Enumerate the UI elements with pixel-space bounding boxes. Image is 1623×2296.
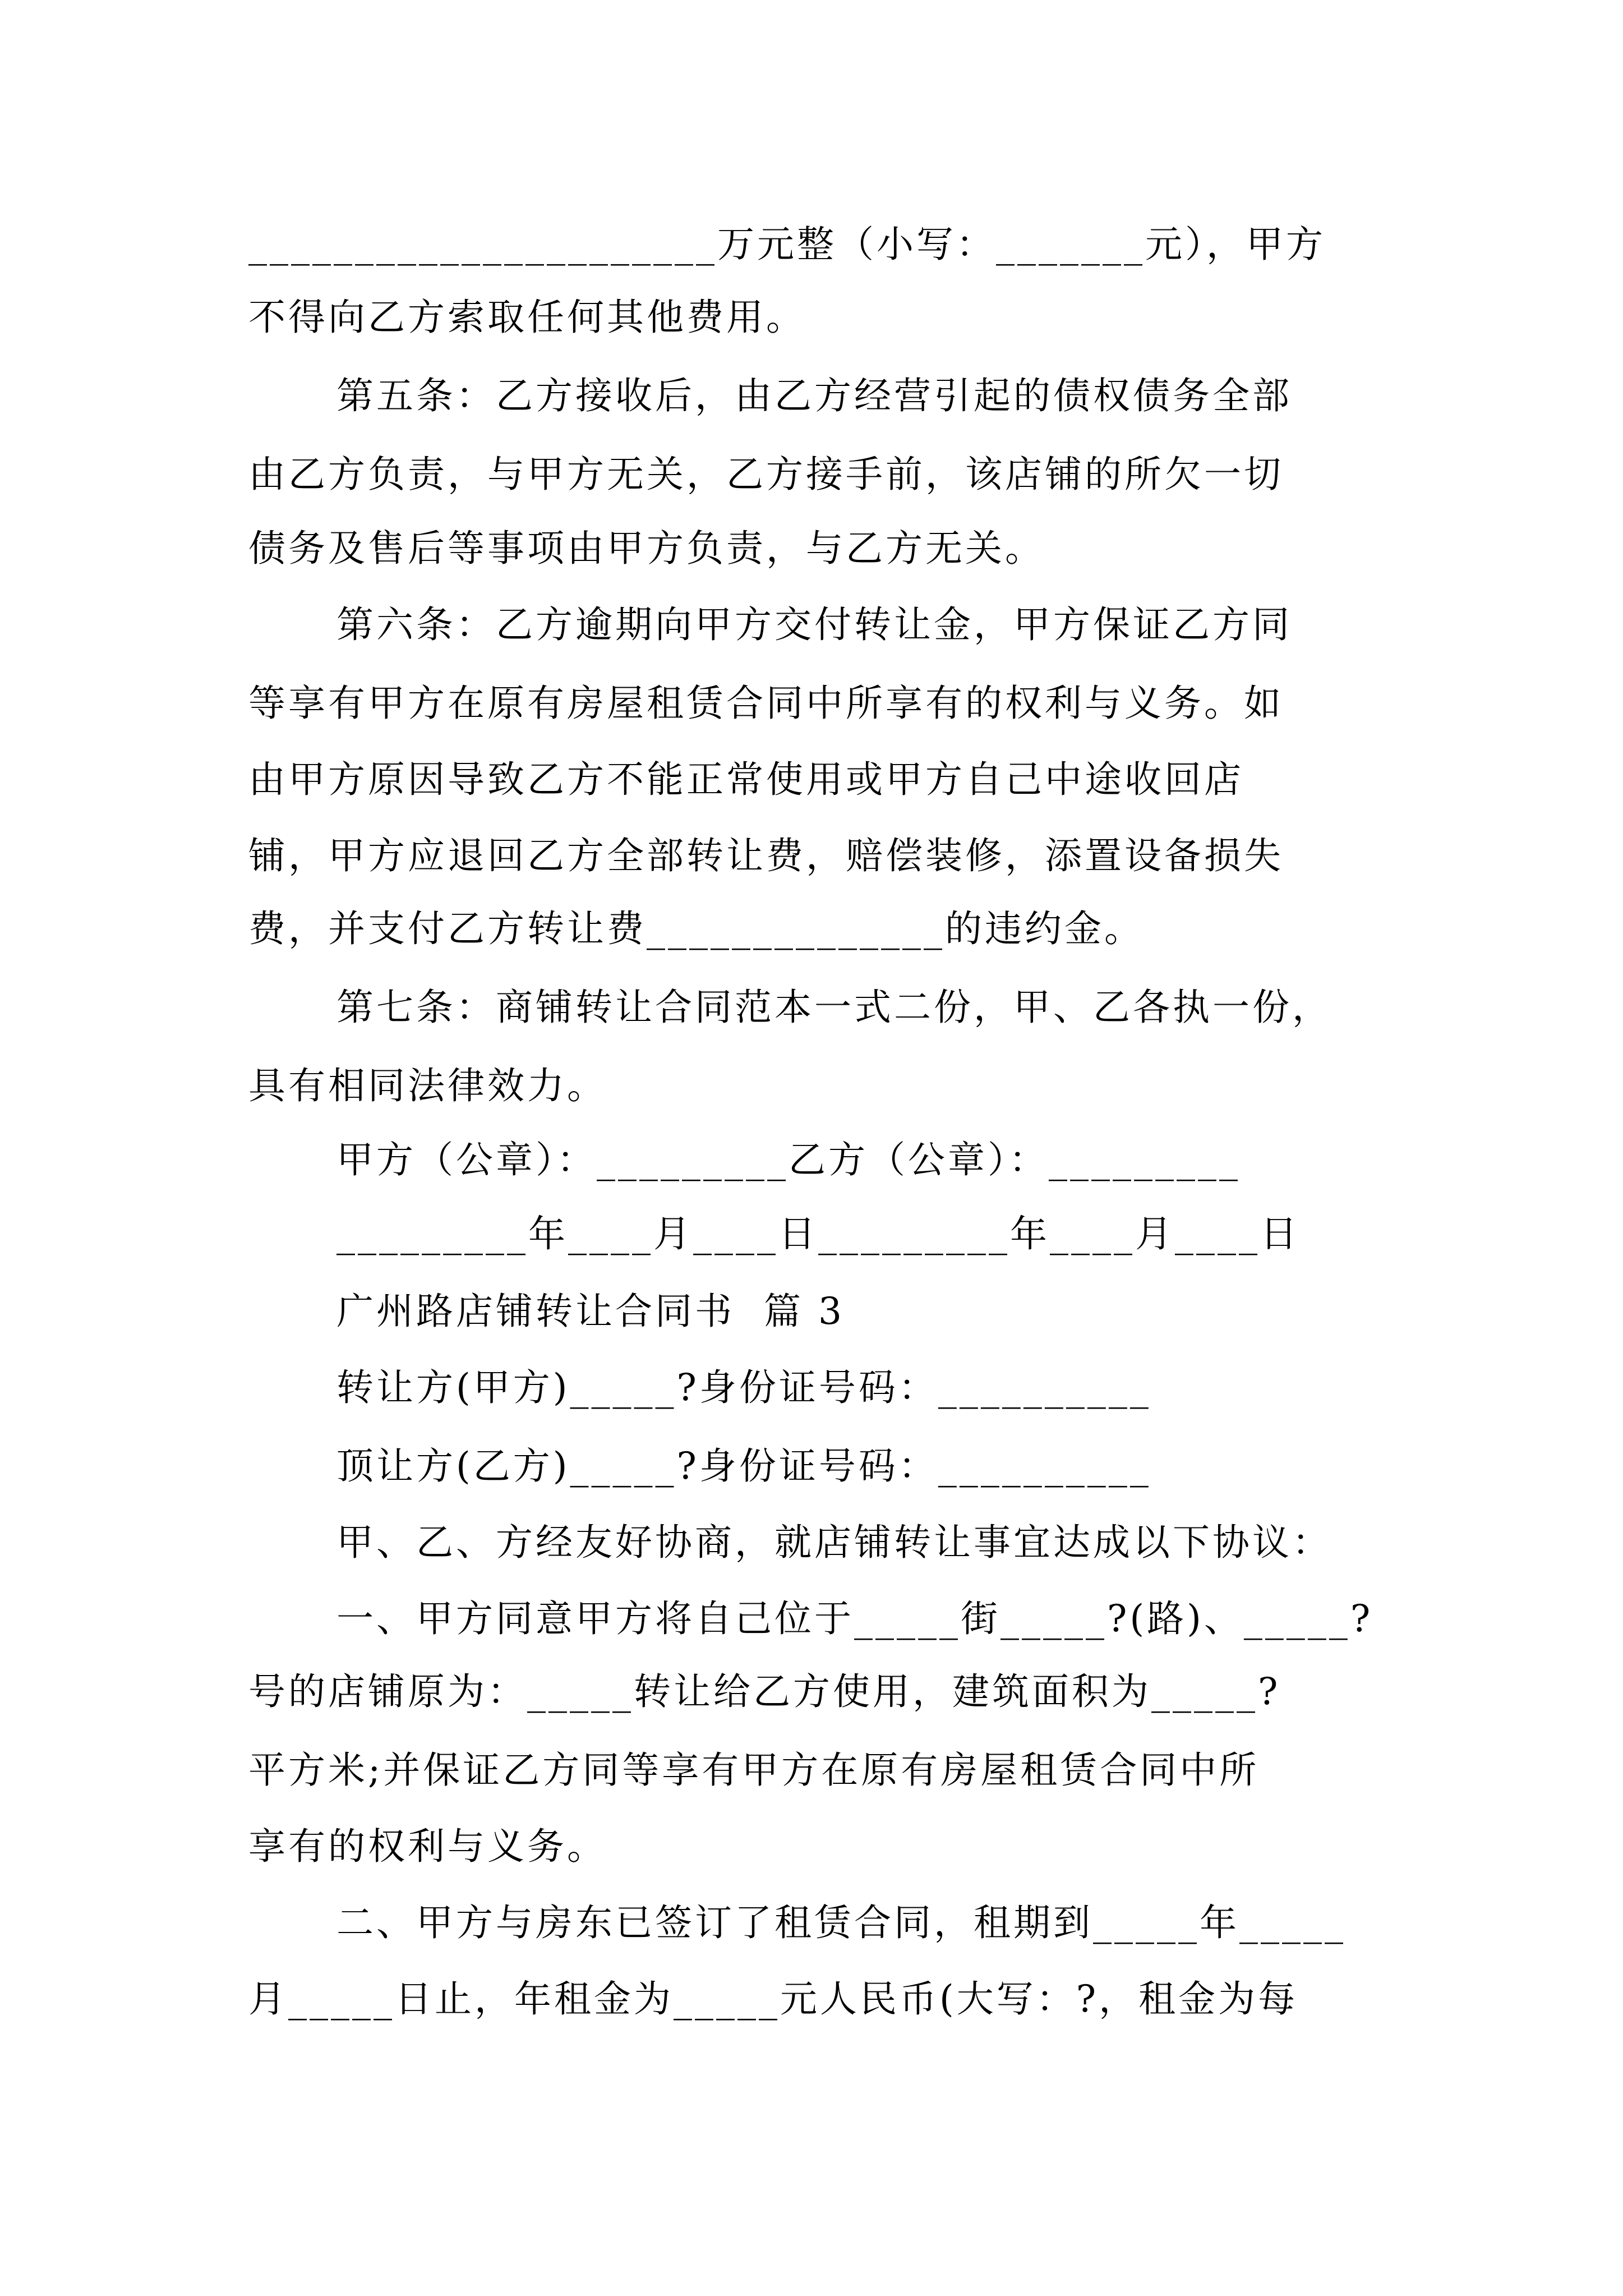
text-line: 债务及售后等事项由甲方负责，与乙方无关。 xyxy=(248,527,1045,570)
text-line: ______________________万元整（小写：_______元），甲方 xyxy=(248,223,1326,266)
text-line: 费，并支付乙方转让费______________的违约金。 xyxy=(248,907,1144,950)
text-line: 由甲方原因导致乙方不能正常使用或甲方自己中途收回店 xyxy=(248,758,1244,801)
article-2-line: 二、甲方与房东已签订了租赁合同，租期到_____年_____ xyxy=(336,1901,1346,1944)
transferee-line: 顶让方(乙方)_____?身份证号码：__________ xyxy=(336,1444,1151,1488)
text-line: 平方米;并保证乙方同等享有甲方在原有房屋租赁合同中所 xyxy=(248,1749,1260,1792)
article-1-line: 一、甲方同意甲方将自己位于_____街_____?(路)、_____? xyxy=(336,1597,1373,1640)
text-line: 铺，甲方应退回乙方全部转让费，赔偿装修，添置设备损失 xyxy=(248,834,1284,877)
text-line: 甲、乙、方经友好协商，就店铺转让事宜达成以下协议： xyxy=(336,1521,1332,1564)
text-line: 等享有甲方在原有房屋租赁合同中所享有的权利与义务。如 xyxy=(248,682,1284,725)
transferor-line: 转让方(甲方)_____?身份证号码：__________ xyxy=(336,1366,1151,1409)
section-title: 广州路店铺转让合同书 篇 3 xyxy=(336,1290,845,1333)
clause-5-heading: 第五条：乙方接收后，由乙方经营引起的债权债务全部 xyxy=(336,374,1292,417)
clause-6-heading: 第六条：乙方逾期向甲方交付转让金，甲方保证乙方同 xyxy=(336,603,1292,646)
text-line: 享有的权利与义务。 xyxy=(248,1825,607,1868)
text-line: 具有相同法律效力。 xyxy=(248,1064,607,1107)
text-line: 由乙方负责，与甲方无关，乙方接手前，该店铺的所欠一切 xyxy=(248,453,1284,496)
text-line: 不得向乙方索取任何其他费用。 xyxy=(248,296,806,339)
signature-line: 甲方（公章）：_________乙方（公章）：_________ xyxy=(336,1138,1241,1181)
text-line: 号的店铺原为：_____转让给乙方使用，建筑面积为_____? xyxy=(248,1670,1281,1713)
clause-7-heading: 第七条：商铺转让合同范本一式二份，甲、乙各执一份， xyxy=(336,986,1332,1029)
date-line: _________年____月____日_________年____月____日 xyxy=(336,1212,1300,1255)
text-line: 月_____日止，年租金为_____元人民币(大写：?，租金为每 xyxy=(248,1977,1298,2021)
